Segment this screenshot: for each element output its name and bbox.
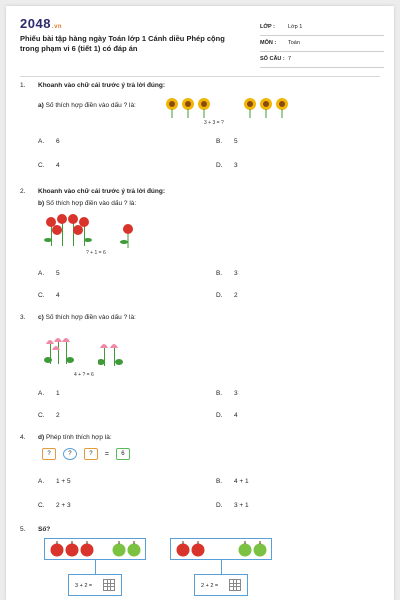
- answer-box-left[interactable]: 3 + 2 =: [68, 574, 122, 596]
- option-b[interactable]: B. 3: [216, 390, 238, 397]
- fruit-group-right: [170, 538, 272, 560]
- result-box: 6: [116, 448, 130, 460]
- worksheet-page: [6, 6, 394, 600]
- option-d[interactable]: D. 2: [216, 292, 238, 299]
- site-logo[interactable]: 2048.vn: [20, 16, 63, 31]
- question-3-prompt: c) Số thích hợp điền vào dấu ? là:: [38, 314, 136, 321]
- option-d[interactable]: D. 3 + 1: [216, 502, 249, 509]
- option-c[interactable]: C. 2 + 3: [38, 502, 71, 509]
- question-2-prompt: b) Số thích hợp điền vào dấu ? là:: [38, 200, 137, 207]
- red-flower-bunch: [42, 214, 94, 248]
- meta-row-class: LỚP : Lớp 1: [260, 20, 384, 36]
- answer-box[interactable]: ?: [42, 448, 56, 460]
- tulip-icon: [98, 340, 124, 366]
- meta-row-subject: MÔN : Toán: [260, 36, 384, 52]
- operator-box[interactable]: ?: [63, 448, 77, 460]
- header-divider: [20, 76, 380, 77]
- fruit-group-left: [44, 538, 146, 560]
- worksheet-header: [20, 16, 384, 70]
- question-2-equation: ? + 1 = 6: [86, 250, 106, 256]
- option-a[interactable]: A. 5: [38, 270, 60, 277]
- sunflower-group-right: [242, 96, 290, 118]
- tulip-group-right: [98, 340, 124, 366]
- red-flower-icon: [42, 214, 94, 248]
- option-a[interactable]: A. 1: [38, 390, 60, 397]
- sunflower-group-left: [164, 96, 212, 118]
- option-b[interactable]: B. 3: [216, 270, 238, 277]
- tulip-icon: [44, 334, 76, 366]
- operation-boxes: [42, 448, 135, 460]
- apple-icon: [175, 541, 267, 557]
- question-3-equation: 4 + ? = 6: [74, 372, 94, 378]
- option-d[interactable]: D. 3: [216, 162, 238, 169]
- equals-sign: =: [104, 450, 109, 458]
- question-3: 3. c) Số thích hợp điền vào dấu ? là: 4 + ? = 6 A. 1 B. 3 C. 2 D. 4: [20, 314, 238, 419]
- meta-row-count: SỐ CÂU : 7: [260, 52, 384, 68]
- option-c[interactable]: C. 4: [38, 162, 60, 169]
- answer-grid-icon[interactable]: [103, 579, 115, 591]
- apple-icon: [49, 541, 141, 557]
- connector-line: [95, 560, 96, 574]
- answer-box-right[interactable]: 2 + 2 =: [194, 574, 248, 596]
- answer-grid-icon[interactable]: [229, 579, 241, 591]
- red-flower-single: [120, 222, 136, 248]
- option-a[interactable]: A. 6: [38, 138, 60, 145]
- question-1-equation: 3 + 3 = ?: [204, 120, 224, 126]
- question-5: 5. Số?: [20, 526, 51, 533]
- connector-line: [221, 560, 222, 574]
- tulip-group-left: [44, 334, 76, 366]
- option-b[interactable]: B. 4 + 1: [216, 478, 249, 485]
- meta-panel: [260, 20, 384, 68]
- option-c[interactable]: C. 2: [38, 412, 60, 419]
- red-flower-icon: [120, 222, 136, 248]
- sunflower-icon: [242, 96, 290, 118]
- question-4-prompt: d) Phép tính thích hợp là:: [38, 434, 112, 441]
- worksheet-title: Phiếu bài tập hàng ngày Toán lớp 1 Cánh diều Phép cộng trong phạm vi 6 (tiết 1) có đáp án: [20, 34, 225, 53]
- question-1-prompt: a) Số thích hợp điền vào dấu ? là:: [38, 102, 136, 109]
- option-c[interactable]: C. 4: [38, 292, 60, 299]
- question-2: 2. Khoanh vào chữ cái trước ý trả lời đúng: b) Số thích hợp điền vào dấu ? là: ? + 1 = 6 A. 5 B. 3 C. 4 D. 2: [20, 188, 238, 299]
- sunflower-icon: [164, 96, 212, 118]
- answer-box[interactable]: ?: [84, 448, 98, 460]
- option-b[interactable]: B. 5: [216, 138, 238, 145]
- option-d[interactable]: D. 4: [216, 412, 238, 419]
- option-a[interactable]: A. 1 + 5: [38, 478, 71, 485]
- question-1: 1. Khoanh vào chữ cái trước ý trả lời đúng: a) Số thích hợp điền vào dấu ? là: 3 + 3 = ? A. 6 B. 5 C. 4 D. 3: [20, 82, 380, 92]
- question-4: 4. d) Phép tính thích hợp là: ? ? ? = 6 A. 1 + 5 B. 4 + 1 C. 2 + 3 D. 3 + 1: [20, 434, 249, 509]
